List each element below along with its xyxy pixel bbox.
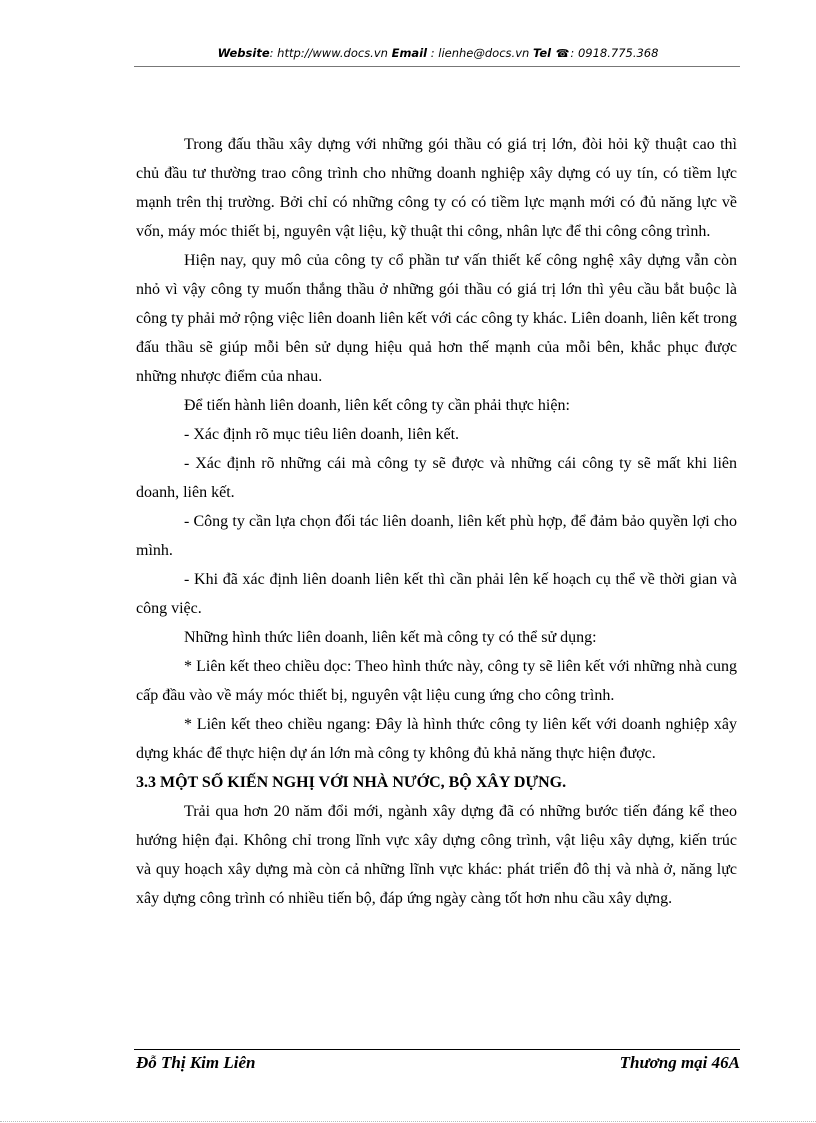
footer-divider (134, 1049, 740, 1050)
header-divider (134, 66, 740, 67)
website-label: Website (217, 46, 270, 60)
paragraph-7: Trải qua hơn 20 năm đổi mới, ngành xây dựng đã có những bước tiến đáng kể theo hướng hiện đại. Không chỉ trong lĩnh vực xây dựng công trình, vật liệu xây dựng, kiến trúc và quy hoạch xây dựng mà còn cả những lĩnh vực khác: phát triển đô thị và nhà ở, năng lực xây dựng công trình có nhiều tiến bộ, đáp ứng ngày càng tốt hơn nhu cầu xây dựng. (136, 803, 737, 907)
bullet-2: - Xác định rõ những cái mà công ty sẽ được và những cái công ty sẽ mất khi liên doanh, liên kết. (136, 455, 737, 501)
paragraph-4: Những hình thức liên doanh, liên kết mà công ty có thể sử dụng: (184, 629, 597, 646)
bullet-1: - Xác định rõ mục tiêu liên doanh, liên kết. (184, 426, 460, 443)
document-body (136, 130, 737, 913)
page-header (136, 46, 740, 60)
email-value: : lienhe@docs.vn (430, 46, 530, 60)
section-heading: 3.3 MỘT SỐ KIẾN NGHỊ VỚI NHÀ NƯỚC, BỘ XÂY DỰNG. (136, 774, 567, 791)
tel-label: Tel (532, 46, 552, 60)
email-label: Email (391, 46, 428, 60)
bullet-4: - Khi đã xác định liên doanh liên kết thì cần phải lên kế hoạch cụ thể về thời gian và công việc. (136, 571, 737, 617)
paragraph-6: * Liên kết theo chiều ngang: Đây là hình thức công ty liên kết với doanh nghiệp xây dựng khác để thực hiện dự án lớn mà công ty không đủ khả năng thực hiện được. (136, 716, 737, 762)
page-bottom-edge (0, 1121, 816, 1122)
paragraph-3: Để tiến hành liên doanh, liên kết công ty cần phải thực hiện: (184, 397, 570, 414)
paragraph-2: Hiện nay, quy mô của công ty cổ phần tư vấn thiết kế công nghệ xây dựng vẫn còn nhỏ vì vậy công ty muốn thắng thầu ở những gói thầu có giá trị lớn thì yêu cầu bắt buộc là công ty phải mở rộng việc liên doanh liên kết với các công ty khác. Liên doanh, liên kết trong đấu thầu sẽ giúp mỗi bên sử dụng hiệu quả hơn thế mạnh của mỗi bên, khắc phục được những nhược điểm của nhau. (136, 252, 737, 385)
footer-class: Thương mại 46A (619, 1053, 740, 1072)
footer-author: Đỗ Thị Kim Liên (136, 1053, 256, 1072)
bullet-3: - Công ty cần lựa chọn đối tác liên doanh, liên kết phù hợp, để đảm bảo quyền lợi cho mình. (136, 513, 737, 559)
paragraph-1: Trong đấu thầu xây dựng với những gói thầu có giá trị lớn, đòi hỏi kỹ thuật cao thì chủ đầu tư thường trao công trình cho những doanh nghiệp xây dựng có uy tín, có tiềm lực mạnh trên thị trường. Bởi chỉ có những công ty có có tiềm lực mạnh mới có đủ năng lực về vốn, máy móc thiết bị, nguyên vật liệu, kỹ thuật thi công, nhân lực để thi công công trình. (136, 136, 737, 240)
tel-value: : 0918.775.368 (570, 46, 659, 60)
paragraph-5: * Liên kết theo chiều dọc: Theo hình thức này, công ty sẽ liên kết với những nhà cung cấp đầu vào về máy móc thiết bị, nguyên vật liệu cung ứng cho công trình. (136, 658, 737, 704)
telephone-icon: ☎ (555, 47, 570, 60)
website-value: : http://www.docs.vn (269, 46, 388, 60)
